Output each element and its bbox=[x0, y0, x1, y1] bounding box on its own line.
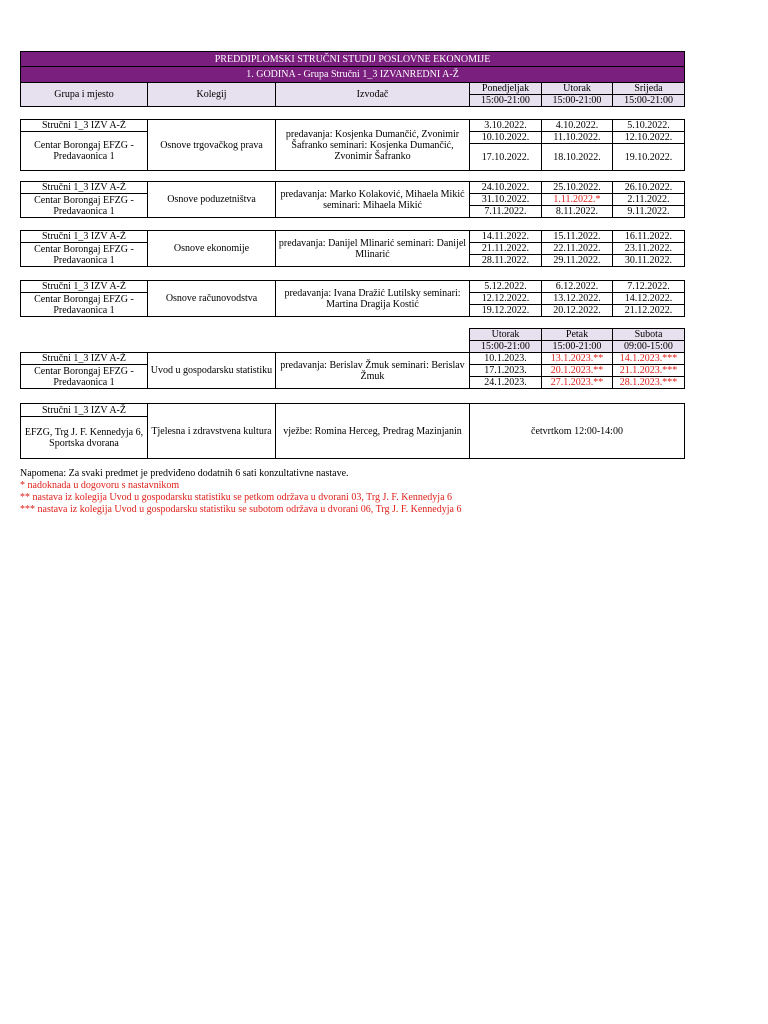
date-cell: 21.11.2022. bbox=[470, 243, 542, 255]
group-name: Stručni 1_3 IZV A-Ž bbox=[21, 353, 148, 365]
course-name: Osnove ekonomije bbox=[148, 231, 276, 267]
date-cell: 5.12.2022. bbox=[470, 281, 542, 293]
course-block-statistics bbox=[20, 328, 685, 389]
date-cell: 16.11.2022. bbox=[613, 231, 685, 243]
date-cell: 24.10.2022. bbox=[470, 182, 542, 194]
date-cell: 11.10.2022. bbox=[542, 132, 613, 144]
note-saturday-room: *** nastava iz kolegija Uvod u gospodarsku statistiku se subotom održava u dvorani 06, Trg J. F. Kennedyja 6 bbox=[20, 504, 462, 515]
note-main: Napomena: Za svaki predmet je predviđeno dodatnih 6 sati konzultativne nastave. bbox=[20, 468, 349, 479]
location: Centar Borongaj EFZG - Predavaonica 1 bbox=[21, 365, 148, 389]
group-name: Stručni 1_3 IZV A-Ž bbox=[21, 404, 148, 417]
date-cell: 19.12.2022. bbox=[470, 305, 542, 317]
date-cell: 9.11.2022. bbox=[613, 206, 685, 218]
course-name: Osnove računovodstva bbox=[148, 281, 276, 317]
date-cell: 24.1.2023. bbox=[470, 377, 542, 389]
date-cell: 23.11.2022. bbox=[613, 243, 685, 255]
note-makeup: * nadoknada u dogovoru s nastavnikom bbox=[20, 480, 180, 491]
date-cell: 6.12.2022. bbox=[542, 281, 613, 293]
date-cell: 17.10.2022. bbox=[470, 144, 542, 171]
date-cell: 14.12.2022. bbox=[613, 293, 685, 305]
day-header: Srijeda bbox=[613, 83, 685, 95]
course-name: Osnove trgovačkog prava bbox=[148, 120, 276, 171]
day-header: Petak bbox=[542, 329, 613, 341]
group-name: Stručni 1_3 IZV A-Ž bbox=[21, 231, 148, 243]
time-header: 15:00-21:00 bbox=[470, 341, 542, 353]
location: Centar Borongaj EFZG - Predavaonica 1 bbox=[21, 293, 148, 317]
date-cell: 3.10.2022. bbox=[470, 120, 542, 132]
date-cell: 13.12.2022. bbox=[542, 293, 613, 305]
date-cell-makeup: 1.11.2022.* bbox=[542, 194, 613, 206]
date-cell-friday: 20.1.2023.** bbox=[542, 365, 613, 377]
date-cell: 8.11.2022. bbox=[542, 206, 613, 218]
date-cell: 14.11.2022. bbox=[470, 231, 542, 243]
course-block bbox=[20, 280, 685, 317]
lecturer-info: predavanja: Marko Kolaković, Mihaela Mikić seminari: Mihaela Mikić bbox=[276, 182, 470, 218]
date-cell-saturday: 21.1.2023.*** bbox=[613, 365, 685, 377]
date-cell: 7.12.2022. bbox=[613, 281, 685, 293]
time-header: 15:00-21:00 bbox=[613, 95, 685, 107]
location: Centar Borongaj EFZG - Predavaonica 1 bbox=[21, 132, 148, 171]
lecturer-info: predavanja: Berislav Žmuk seminari: Berislav Žmuk bbox=[276, 353, 470, 389]
course-block bbox=[20, 119, 685, 171]
lecturer-info: predavanja: Kosjenka Dumančić, Zvonimir Šafranko seminari: Kosjenka Dumančić, Zvonimir Šafranko bbox=[276, 120, 470, 171]
schedule-header-table bbox=[20, 51, 685, 107]
date-cell: 25.10.2022. bbox=[542, 182, 613, 194]
group-name: Stručni 1_3 IZV A-Ž bbox=[21, 281, 148, 293]
date-cell: 12.10.2022. bbox=[613, 132, 685, 144]
col-header-course: Kolegij bbox=[148, 83, 276, 107]
day-header: Utorak bbox=[470, 329, 542, 341]
date-cell: 15.11.2022. bbox=[542, 231, 613, 243]
date-cell: 5.10.2022. bbox=[613, 120, 685, 132]
date-cell-saturday: 14.1.2023.*** bbox=[613, 353, 685, 365]
date-cell: 7.11.2022. bbox=[470, 206, 542, 218]
lecturer-info: vježbe: Romina Herceg, Predrag Mazinjanin bbox=[276, 404, 470, 459]
date-cell: 12.12.2022. bbox=[470, 293, 542, 305]
date-cell: 10.10.2022. bbox=[470, 132, 542, 144]
day-header: Subota bbox=[613, 329, 685, 341]
course-block bbox=[20, 230, 685, 267]
location: Centar Borongaj EFZG - Predavaonica 1 bbox=[21, 243, 148, 267]
course-name: Tjelesna i zdravstvena kultura bbox=[148, 404, 276, 459]
day-header: Utorak bbox=[542, 83, 613, 95]
time-header: 15:00-21:00 bbox=[470, 95, 542, 107]
date-cell: 20.12.2022. bbox=[542, 305, 613, 317]
date-cell: 30.11.2022. bbox=[613, 255, 685, 267]
course-name: Osnove poduzetništva bbox=[148, 182, 276, 218]
date-cell: 21.12.2022. bbox=[613, 305, 685, 317]
date-cell: 4.10.2022. bbox=[542, 120, 613, 132]
course-block bbox=[20, 181, 685, 218]
date-cell-friday: 27.1.2023.** bbox=[542, 377, 613, 389]
date-cell: 26.10.2022. bbox=[613, 182, 685, 194]
date-cell: 2.11.2022. bbox=[613, 194, 685, 206]
weekly-schedule: četvrtkom 12:00-14:00 bbox=[470, 404, 685, 459]
date-cell: 17.1.2023. bbox=[470, 365, 542, 377]
lecturer-info: predavanja: Ivana Dražić Lutilsky seminari: Martina Dragija Kostić bbox=[276, 281, 470, 317]
col-header-group: Grupa i mjesto bbox=[21, 83, 148, 107]
note-friday-room: ** nastava iz kolegija Uvod u gospodarsku statistiku se petkom održava u dvorani 03, Trg J. F. Kennedyja 6 bbox=[20, 492, 453, 503]
date-cell: 22.11.2022. bbox=[542, 243, 613, 255]
time-header: 15:00-21:00 bbox=[542, 95, 613, 107]
time-header: 15:00-21:00 bbox=[542, 341, 613, 353]
location: EFZG, Trg J. F. Kennedyja 6, Sportska dvorana bbox=[21, 417, 148, 459]
course-name: Uvod u gospodarsku statistiku bbox=[148, 353, 276, 389]
group-name: Stručni 1_3 IZV A-Ž bbox=[21, 182, 148, 194]
day-header: Ponedjeljak bbox=[470, 83, 542, 95]
date-cell-saturday: 28.1.2023.*** bbox=[613, 377, 685, 389]
date-cell-friday: 13.1.2023.** bbox=[542, 353, 613, 365]
date-cell: 29.11.2022. bbox=[542, 255, 613, 267]
group-name: Stručni 1_3 IZV A-Ž bbox=[21, 120, 148, 132]
date-cell: 19.10.2022. bbox=[613, 144, 685, 171]
date-cell: 18.10.2022. bbox=[542, 144, 613, 171]
location: Centar Borongaj EFZG - Predavaonica 1 bbox=[21, 194, 148, 218]
date-cell: 31.10.2022. bbox=[470, 194, 542, 206]
time-header: 09:00-15:00 bbox=[613, 341, 685, 353]
lecturer-info: predavanja: Danijel Mlinarić seminari: Danijel Mlinarić bbox=[276, 231, 470, 267]
course-block-pe bbox=[20, 403, 685, 459]
col-header-lecturer: Izvođač bbox=[276, 83, 470, 107]
program-title: PREDDIPLOMSKI STRUČNI STUDIJ POSLOVNE EKONOMIJE bbox=[21, 52, 685, 67]
group-subtitle: 1. GODINA - Grupa Stručni 1_3 IZVANREDNI A-Ž bbox=[21, 67, 685, 83]
date-cell: 10.1.2023. bbox=[470, 353, 542, 365]
date-cell: 28.11.2022. bbox=[470, 255, 542, 267]
footnotes bbox=[20, 468, 461, 516]
